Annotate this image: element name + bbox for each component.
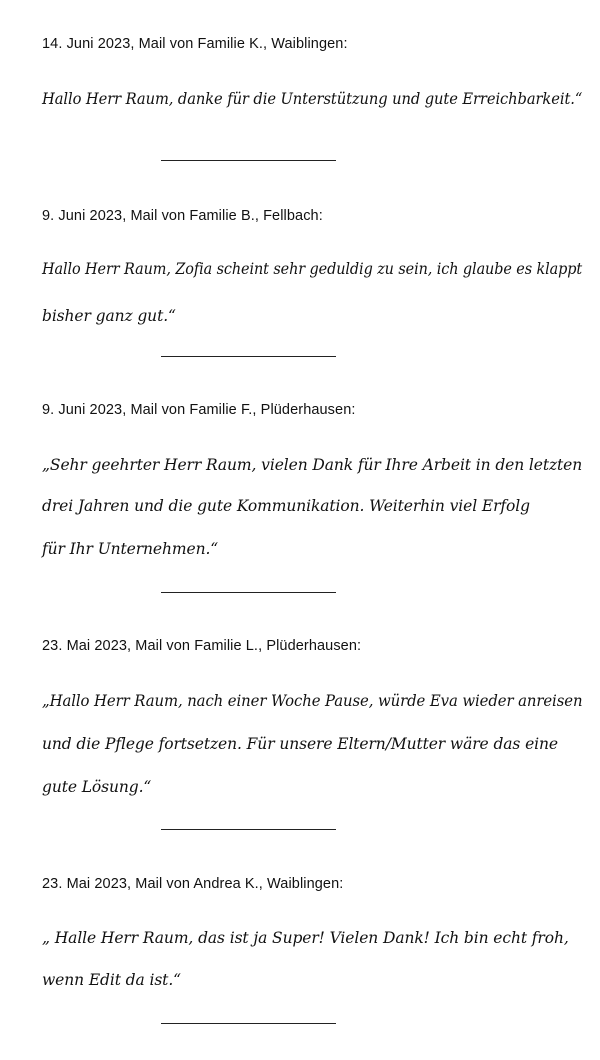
quote-line: und die Pflege fortsetzen. Für unsere Eltern/Mutter wäre das eine xyxy=(42,735,558,753)
entry-header: 14. Juni 2023, Mail von Familie K., Waiblingen: xyxy=(42,36,348,52)
quote-line: Hallo Herr Raum, Zofia scheint sehr geduldig zu sein, ich glaube es klappt xyxy=(42,260,583,278)
quote-line: bisher ganz gut.“ xyxy=(42,307,176,325)
entry-header: 9. Juni 2023, Mail von Familie F., Plüderhausen: xyxy=(42,402,356,418)
quote-line: wenn Edit da ist.“ xyxy=(42,971,181,989)
quote-line: Hallo Herr Raum, danke für die Unterstützung und gute Erreichbarkeit.“ xyxy=(42,90,583,108)
quote-line: für Ihr Unternehmen.“ xyxy=(42,540,219,558)
quote-line: gute Lösung.“ xyxy=(42,778,152,796)
entry-header: 23. Mai 2023, Mail von Andrea K., Waiblingen: xyxy=(42,876,344,892)
separator-line xyxy=(161,592,336,593)
separator-line xyxy=(161,829,336,830)
separator-line xyxy=(161,1023,336,1024)
quote-line: drei Jahren und die gute Kommunikation. Weiterhin viel Erfolg xyxy=(42,497,530,515)
entry-header: 23. Mai 2023, Mail von Familie L., Plüderhausen: xyxy=(42,638,362,654)
quote-line: „Hallo Herr Raum, nach einer Woche Pause, würde Eva wieder anreisen xyxy=(42,692,583,710)
quote-line: „ Halle Herr Raum, das ist ja Super! Vielen Dank! Ich bin echt froh, xyxy=(42,929,569,947)
separator-line xyxy=(161,356,336,357)
separator-line xyxy=(161,160,336,161)
entry-header: 9. Juni 2023, Mail von Familie B., Fellbach: xyxy=(42,208,323,224)
quote-line: „Sehr geehrter Herr Raum, vielen Dank für Ihre Arbeit in den letzten xyxy=(42,456,583,474)
